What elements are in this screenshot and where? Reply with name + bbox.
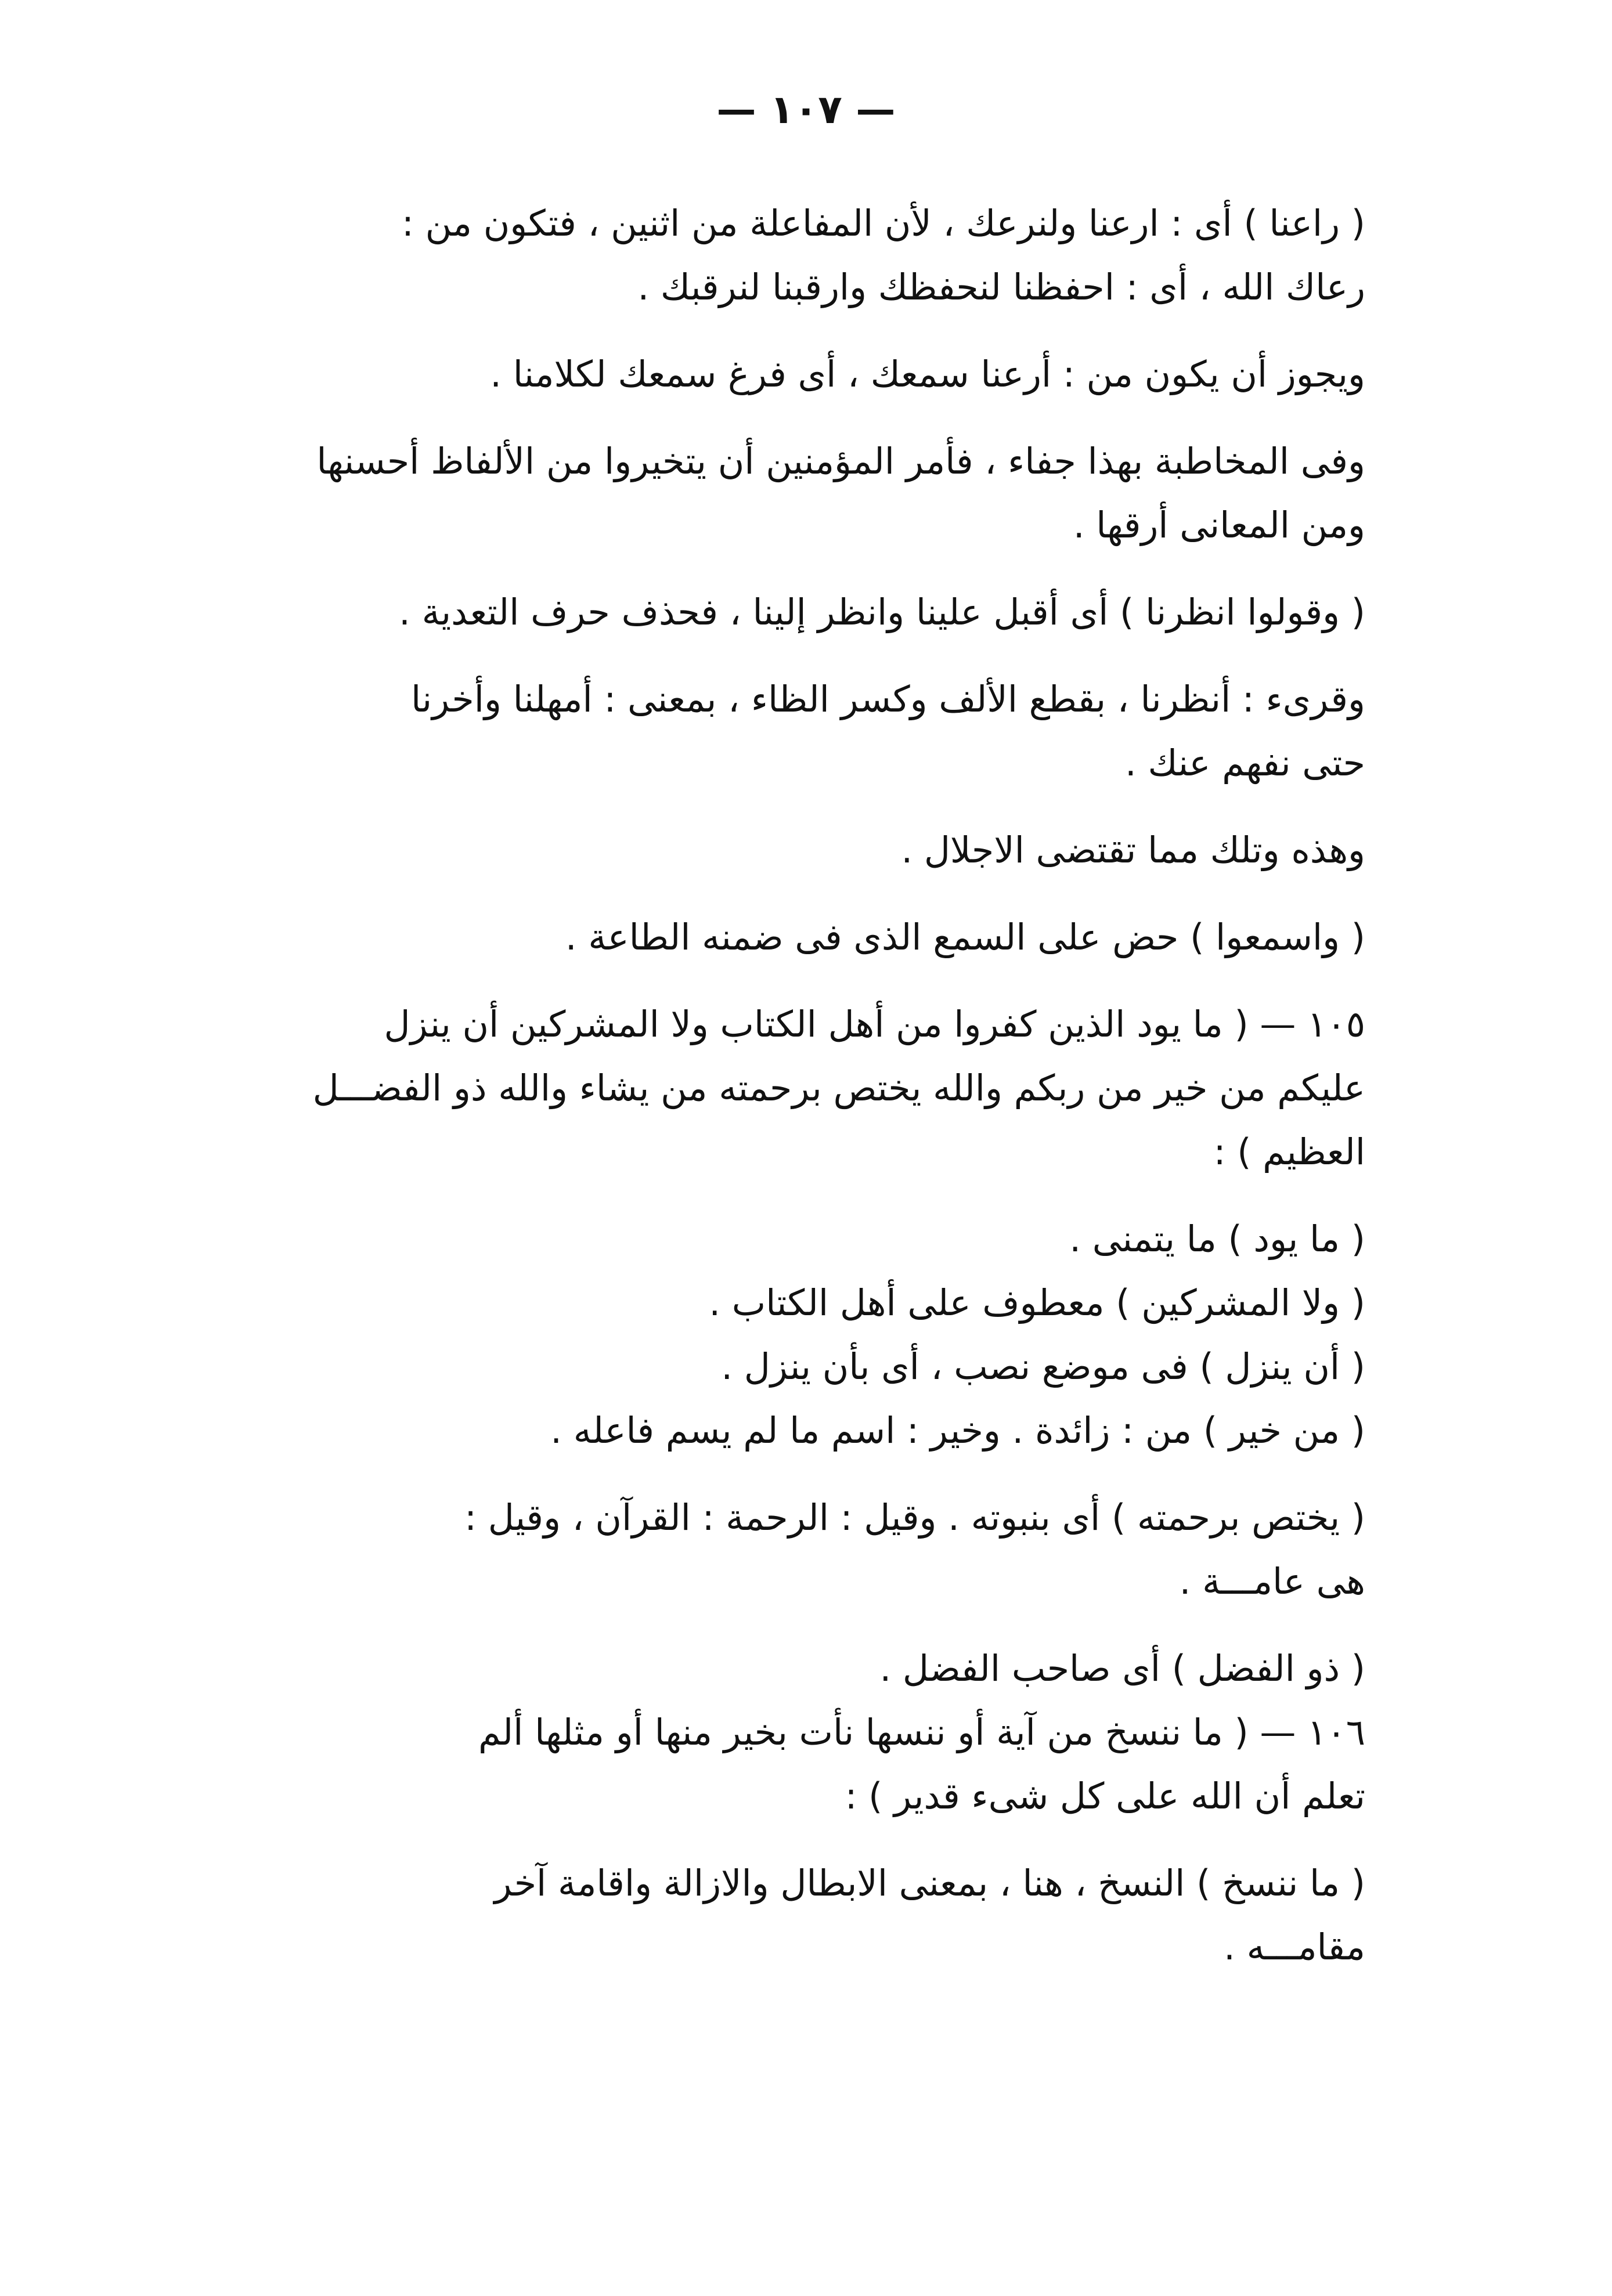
text-line: وقرىء : أنظرنا ، بقطع الألف وكسر الظاء ، بمعنى : أمهلنا وأخرنا <box>411 678 1365 720</box>
text-line: ١٠٥ — ( ما يود الذين كفروا من أهل الكتاب ولا المشركين أن ينزل <box>384 1003 1365 1045</box>
paragraph <box>245 667 1365 795</box>
text-line: هى عامـــة . <box>1179 1560 1365 1602</box>
text-line: ١٠٦ — ( ما ننسخ من آية أو ننسها نأت بخير منها أو مثلها ألم <box>478 1711 1365 1753</box>
paragraph <box>245 580 1365 644</box>
paragraph <box>245 192 1365 319</box>
text-line: ( ما يود ) ما يتمنى . <box>1069 1218 1365 1260</box>
paragraph <box>245 1335 1365 1399</box>
text-line: ( واسمعوا ) حض على السمع الذى فى ضمنه الطاعة . <box>565 916 1365 958</box>
text-line: ( أن ينزل ) فى موضع نصب ، أى بأن ينزل . <box>721 1345 1365 1388</box>
text-line: ( ذو الفضل ) أى صاحب الفضل . <box>879 1647 1365 1689</box>
paragraph <box>245 342 1365 406</box>
paragraph <box>245 1637 1365 1701</box>
paragraph <box>245 1207 1365 1271</box>
text-line: ( يختص برحمته ) أى بنبوته . وقيل : الرحمة : القرآن ، وقيل : <box>464 1496 1365 1539</box>
text-line: ( من خير ) من : زائدة . وخير : اسم ما لم يسم فاعله . <box>550 1409 1365 1452</box>
text-line: رعاك الله ، أى : احفظنا لنحفظك وارقبنا لنرقبك . <box>637 266 1365 308</box>
text-line: مقامـــه . <box>1224 1926 1365 1968</box>
text-line: العظيم ) : <box>1213 1131 1365 1173</box>
text-line: تعلم أن الله على كل شىء قدير ) : <box>845 1775 1365 1817</box>
paragraph <box>245 429 1365 557</box>
paragraph <box>245 1701 1365 1828</box>
text-line: ( راعنا ) أى : ارعنا ولنرعك ، لأن المفاعلة من اثنين ، فتكون من : <box>402 202 1365 244</box>
page-number: — ١٠٧ — <box>716 87 896 133</box>
paragraph <box>245 1486 1365 1613</box>
text-line: ( ما ننسخ ) النسخ ، هنا ، بمعنى الابطال والازالة واقامة آخر <box>494 1862 1365 1904</box>
paragraph <box>245 992 1365 1184</box>
text-line: ( ولا المشركين ) معطوف على أهل الكتاب . <box>709 1281 1365 1324</box>
page-body <box>245 192 1365 2002</box>
text-line: وفى المخاطبة بهذا جفاء ، فأمر المؤمنين أن يتخيروا من الألفاظ أحسنها <box>316 440 1365 482</box>
paragraph <box>245 905 1365 969</box>
text-line: ويجوز أن يكون من : أرعنا سمعك ، أى فرغ سمعك لكلامنا . <box>490 353 1365 395</box>
text-line: ومن المعانى أرقها . <box>1073 504 1365 546</box>
paragraph <box>245 818 1365 882</box>
text-line: عليكم من خير من ربكم والله يختص برحمته من يشاء والله ذو الفضـــل <box>312 1067 1365 1109</box>
paragraph <box>245 1851 1365 1979</box>
text-line: وهذه وتلك مما تقتضى الاجلال . <box>901 829 1365 871</box>
paragraph <box>245 1399 1365 1463</box>
paragraph <box>245 1271 1365 1335</box>
text-line: حتى نفهم عنك . <box>1125 742 1365 784</box>
text-line: ( وقولوا انظرنا ) أى أقبل علينا وانظر إلينا ، فحذف حرف التعدية . <box>399 591 1365 633</box>
